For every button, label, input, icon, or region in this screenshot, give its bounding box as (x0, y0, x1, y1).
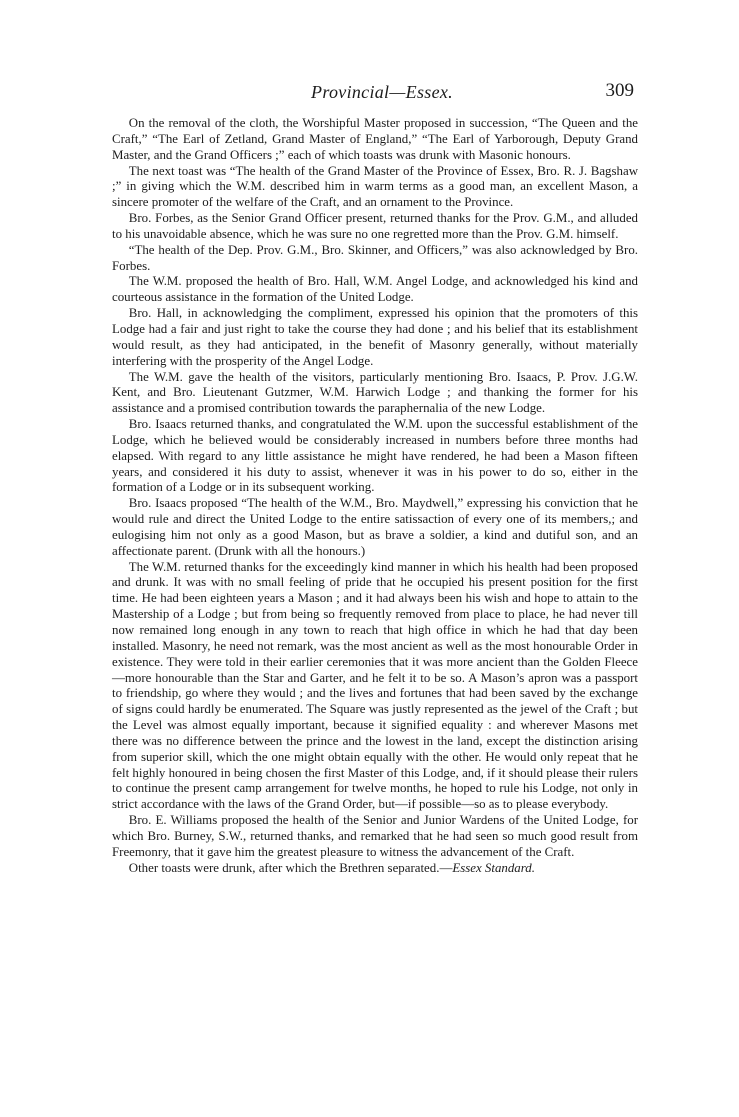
source-attribution: Essex Standard. (452, 860, 535, 875)
closing-paragraph (112, 861, 638, 877)
paragraph: Bro. Isaacs returned thanks, and congratulated the W.M. upon the successful establishment of the Lodge, which he believed would be considerably increased in numbers before three months had elapsed. With regard to any little assistance he might have rendered, he had been a Mason fifteen years, and considered it his duty to assist, whenever it was in his power to do so, either in the formation of a Lodge or in its subsequent working. (112, 417, 638, 495)
paragraph: The W.M. gave the health of the visitors, particularly mentioning Bro. Isaacs, P. Prov. J.G.W. Kent, and Bro. Lieutenant Gutzmer, W.M. Harwich Lodge ; and thanking the former for his assistance and a promised contribution towards the paraphernalia of the new Lodge. (112, 369, 638, 416)
paragraph: The next toast was “The health of the Grand Master of the Province of Essex, Bro. R. J. Bagshaw ;” in giving which the W.M. described him in warm terms as a good man, an excellent Mason, a sincere promoter of the welfare of the Craft, and an ornament to the Province. (112, 163, 638, 210)
running-title: Provincial—Essex. (311, 82, 453, 102)
paragraph: The W.M. proposed the health of Bro. Hall, W.M. Angel Lodge, and acknowledged his kind and courteous assistance in the formation of the United Lodge. (112, 274, 638, 305)
page-header (112, 80, 652, 106)
paragraph: Bro. Hall, in acknowledging the compliment, expressed his opinion that the promoters of this Lodge had a fair and just right to take the course they had done ; and his belief that its establishment would result, as they had anticipated, in the benefit of Masonry generally, without materially interfering with the prosperity of the Angel Lodge. (112, 306, 638, 368)
article-body (112, 116, 638, 877)
page-number: 309 (605, 80, 634, 101)
paragraph: Bro. E. Williams proposed the health of the Senior and Junior Wardens of the United Lodge, for which Bro. Burney, S.W., returned thanks, and remarked that he had seen so much good result from Freemonry, that it gave him the greatest pleasure to witness the advancement of the Craft. (112, 813, 638, 859)
paragraph: “The health of the Dep. Prov. G.M., Bro. Skinner, and Officers,” was also acknowledged by Bro. Forbes. (112, 242, 638, 273)
paragraph: Bro. Forbes, as the Senior Grand Officer present, returned thanks for the Prov. G.M., and alluded to his unavoidable absence, which he was sure no one regretted more than the Prov. G.M. himself. (112, 211, 638, 241)
paragraph: The W.M. returned thanks for the exceedingly kind manner in which his health had been proposed and drunk. It was with no small feeling of pride that he occupied his present position for the first time. He had been eighteen years a Mason ; and it had always been his wish and hope to attain to the Mastership of a Lodge ; but from being so frequently removed from place to place, he had never till now remained long enough in any town to reach that high office in which he had that day been installed. Masonry, he need not remark, was the most ancient as well as the most honourable Order in existence. They were told in their earlier ceremonies that it was more ancient than the Golden Fleece—more honourable than the Star and Garter, and he felt it to be so. A Mason’s apron was a passport to friendship, go where they would ; and the lives and fortunes that had been saved by the exchange of signs could hardly be enumerated. The Square was justly represented as the jewel of the Craft ; but the Level was almost equally important, because it signified equality : and wherever Masons met there was no difference between the prince and the lowest in the land, except the distinction arising from superior skill, which the one might obtain equally with the other. He would only repeat that he felt highly honoured in being chosen the first Master of this Lodge, and, if it should please their rulers to continue the present camp arrangement for twelve months, he hoped to rule his Lodge, not only in strict accordance with the laws of the Grand Order, but—if possible—so as to please everybody. (112, 559, 638, 812)
paragraph: Bro. Isaacs proposed “The health of the W.M., Bro. Maydwell,” expressing his conviction that he would rule and direct the United Lodge to the entire satissaction of every one of its members,; and eulogising him not only as a good Mason, but as brave a soldier, a kind and dutiful son, and an affectionate parent. (Drunk with all the honours.) (112, 496, 638, 558)
closing-text: Other toasts were drunk, after which the Brethren separated.— (128, 860, 453, 875)
paragraph: On the removal of the cloth, the Worshipful Master proposed in succession, “The Queen and the Craft,” “The Earl of Zetland, Grand Master of England,” “The Earl of Yarborough, Deputy Grand Master, and the Grand Officers ;” each of which toasts was drunk with Masonic honours. (112, 116, 638, 162)
